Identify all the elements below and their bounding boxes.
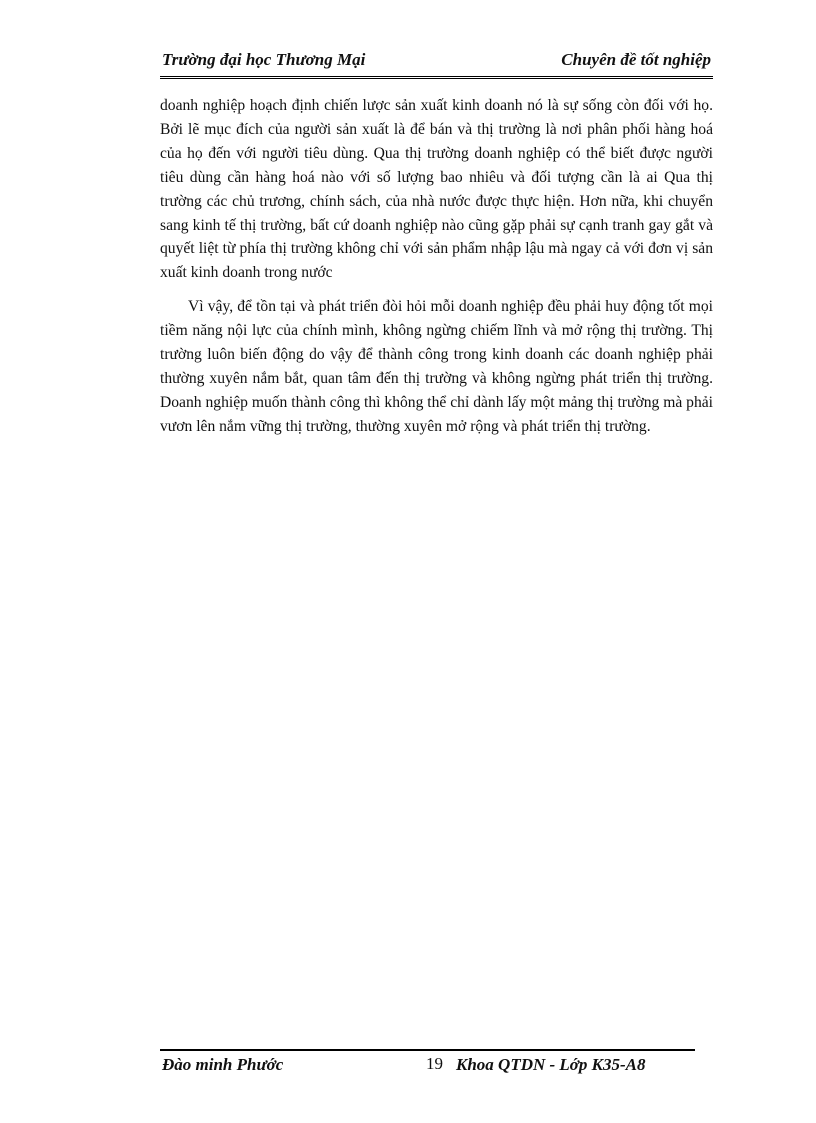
page-footer xyxy=(160,1049,695,1085)
page-header xyxy=(160,46,713,79)
footer-author: Đào minh Phước xyxy=(162,1055,284,1074)
body-paragraph-2: Vì vậy, để tồn tại và phát triển đòi hỏi mỗi doanh nghiệp đều phải huy động tốt mọi tiềm năng nội lực của chính mình, không ngừng chiếm lĩnh và mở rộng thị trường. Thị trường luôn biến động do vậy để thành công trong kinh doanh các doanh nghiệp phải thường xuyên nắm bắt, quan tâm đến thị trường và không ngừng phát triển thị trường. Doanh nghiệp muốn thành công thì không thể chỉ dành lấy một mảng thị trường mà phải vươn lên nắm vững thị trường, thường xuyên mở rộng và phát triển thị trường. xyxy=(160,298,713,435)
header-document-type: Chuyên đề tốt nghiệp xyxy=(561,50,711,69)
page-body xyxy=(160,94,713,439)
header-university: Trường đại học Thương Mại xyxy=(162,50,366,69)
body-paragraph-1: doanh nghiệp hoạch định chiến lược sản xuất kinh doanh nó là sự sống còn đối với họ. Bởi lẽ mục đích của người sản xuất là để bán và thị trường là nơi phân phối hàng hoá của họ đến với người tiêu dùng. Qua thị trường doanh nghiệp có thể biết được người tiêu dùng cần hàng hoá nào với số lượng bao nhiêu và đối tượng cần là ai Qua thị trường các chủ trương, chính sách, của nhà nước được thực hiện. Hơn nữa, khi chuyển sang kinh tế thị trường, bất cứ doanh nghiệp nào cũng gặp phải sự cạnh tranh gay gắt và quyết liệt từ phía thị trường không chỉ với sản phẩm nhập lậu mà ngay cả với đơn vị sản xuất kinh doanh trong nước xyxy=(160,97,713,282)
page-number: 19 xyxy=(426,1054,443,1073)
footer-class: Khoa QTDN - Lớp K35-A8 xyxy=(456,1055,646,1074)
